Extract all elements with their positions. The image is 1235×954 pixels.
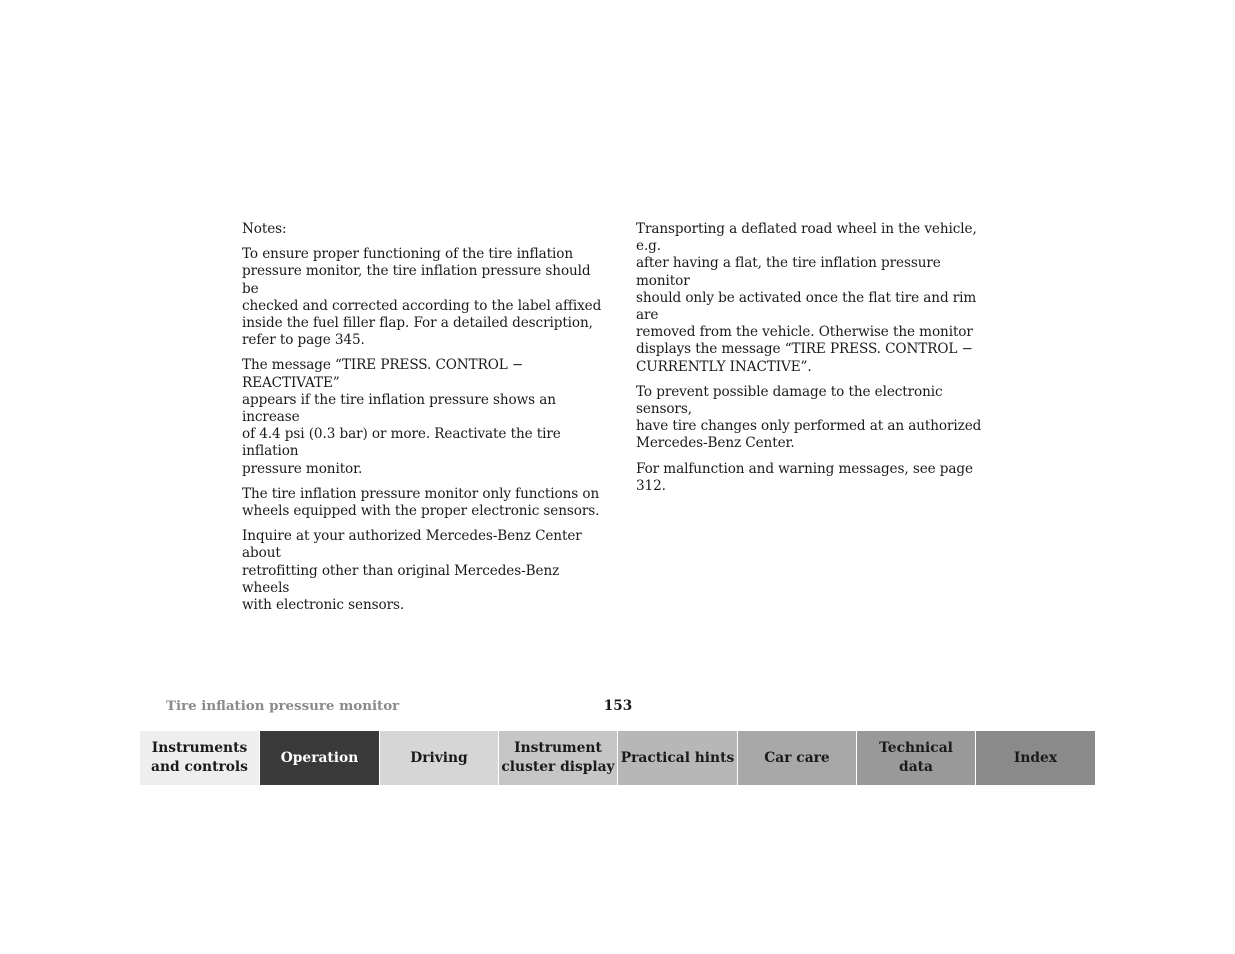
tab-index[interactable]: Index xyxy=(976,731,1095,785)
paragraph: The message “TIRE PRESS. CONTROL − REACTIVATE” appears if the tire inflation pressure shows an increase of 4.4 psi (0.3 bar) or more. Reactivate the tire inflation pressure monitor. xyxy=(242,357,561,477)
paragraph: Inquire at your authorized Mercedes-Benz Center about retrofitting other than original Mercedes-Benz wheels with electronic sensors. xyxy=(242,528,582,614)
tab-operation[interactable]: Operation xyxy=(260,731,380,785)
tab-driving[interactable]: Driving xyxy=(380,731,499,785)
paragraph: Transporting a deflated road wheel in the vehicle, e.g. after having a flat, the tire inflation pressure monitor should only be activated once the flat tire and rim are removed from the vehicle. Otherwise the monitor displays the message “TIRE PRESS. CONTROL − CURRENTLY INACTIVE”. xyxy=(636,221,977,375)
section-title: Tire inflation pressure monitor xyxy=(166,698,400,714)
paragraph: To prevent possible damage to the electronic sensors, have tire changes only performed at an authorized Mercedes-Benz Center. xyxy=(636,383,982,452)
tab-car-care[interactable]: Car care xyxy=(738,731,857,785)
tab-technical-data[interactable]: Technical data xyxy=(857,731,976,785)
tab-instrument-cluster-display[interactable]: Instrument cluster display xyxy=(499,731,618,785)
page-number: 153 xyxy=(603,698,633,714)
paragraph: To ensure proper functioning of the tire inflation pressure monitor, the tire inflation pressure should be checked and corrected according to the label affixed inside the fuel filler flap. For a detailed description, refer to page 345. xyxy=(242,246,602,349)
notes-heading: Notes: xyxy=(242,221,287,237)
paragraph: For malfunction and warning messages, see page 312. xyxy=(636,460,973,494)
chapter-tab-bar xyxy=(140,731,1095,785)
right-column xyxy=(636,221,986,503)
tab-practical-hints[interactable]: Practical hints xyxy=(618,731,738,785)
left-column xyxy=(242,221,604,622)
tab-instruments-and-controls[interactable]: Instruments and controls xyxy=(140,731,260,785)
paragraph: The tire inflation pressure monitor only functions on wheels equipped with the proper electronic sensors. xyxy=(242,485,600,520)
